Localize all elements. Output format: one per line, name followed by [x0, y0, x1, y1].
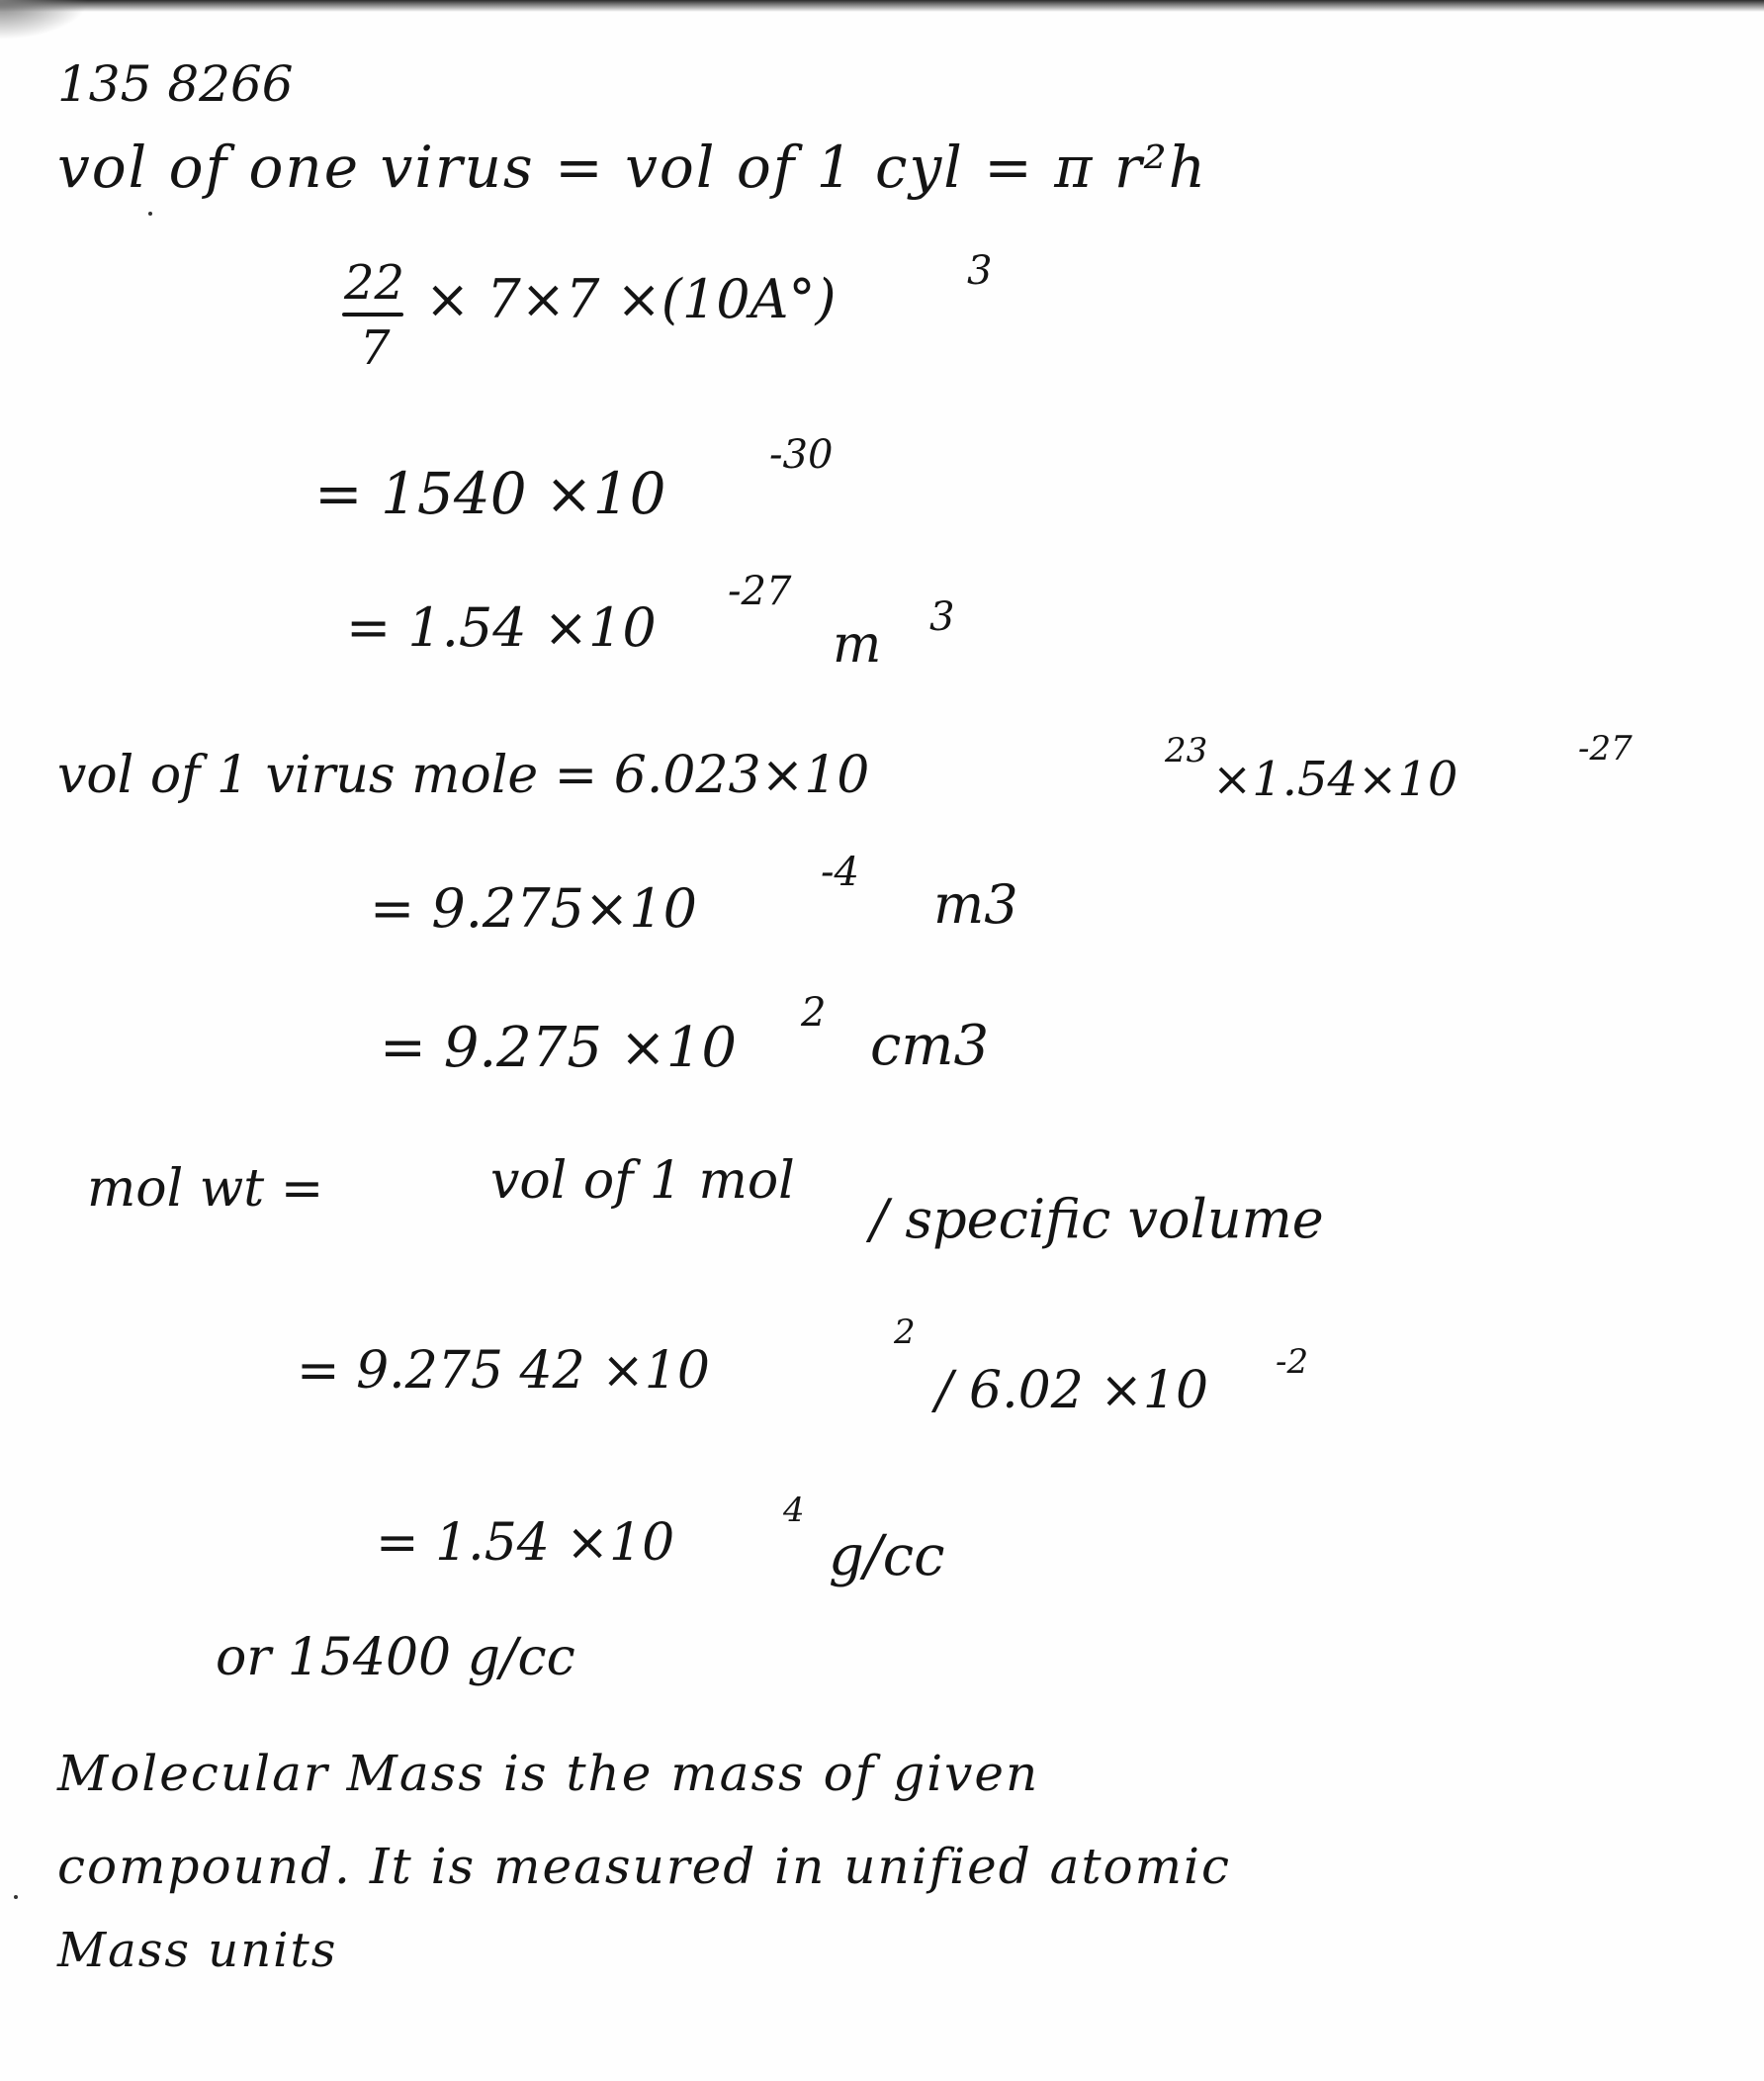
line-eq1: = 1540 ×10 — [314, 460, 666, 527]
vol-mole-exponent-2: -27 — [1578, 729, 1632, 769]
eq2-unit-exponent: 3 — [929, 594, 955, 640]
eq3-exponent: -4 — [821, 850, 859, 895]
line-eq5: = 9.275 42 ×10 — [297, 1341, 710, 1401]
scan-edge-shadow — [0, 0, 1764, 12]
eq4-exponent: 2 — [801, 990, 827, 1036]
vol-mole-mid: ×1.54×10 — [1212, 752, 1458, 807]
eq5-exponent: 2 — [894, 1312, 916, 1352]
eq4-unit: cm3 — [870, 1014, 990, 1078]
line-eq2: = 1.54 ×10 — [346, 596, 657, 659]
question-id: 135 8266 — [57, 55, 294, 113]
scan-speck — [14, 1895, 18, 1899]
eq2-exponent: -27 — [728, 569, 792, 614]
definition-line-3: Mass units — [57, 1923, 338, 1978]
eq2-unit: m — [833, 615, 882, 675]
eq5-denominator: / 6.02 ×10 — [935, 1361, 1209, 1420]
line-eq7: or 15400 g/cc — [216, 1628, 575, 1687]
eq6-exponent: 4 — [783, 1491, 805, 1530]
scan-corner-shadow — [0, 0, 89, 40]
fraction-denominator: 7 — [360, 320, 391, 376]
scan-speck — [148, 212, 152, 216]
line-eq3: = 9.275×10 — [370, 877, 697, 940]
line-vol-one-virus: vol of one virus = vol of 1 cyl = π r²h — [57, 134, 1208, 201]
fraction-numerator: 22 — [344, 255, 405, 311]
eq3-unit: m3 — [933, 873, 1018, 936]
line-eq6: = 1.54 ×10 — [376, 1513, 675, 1573]
line-vol-mole: vol of 1 virus mole = 6.023×10 — [57, 746, 870, 805]
eq6-unit: g/cc — [829, 1524, 945, 1588]
calc-exponent: 3 — [967, 248, 993, 294]
fraction-bar — [342, 313, 403, 317]
line-mol-wt-label: mol wt = — [87, 1159, 324, 1219]
eq1-exponent: -30 — [769, 432, 834, 478]
definition-line-1: Molecular Mass is the mass of given — [57, 1745, 1040, 1802]
definition-line-2: compound. It is measured in unified atomic — [57, 1838, 1232, 1895]
line-calc-mult: × 7×7 ×(10A°) — [425, 268, 837, 330]
mol-wt-rhs: vol of 1 mol — [490, 1151, 795, 1211]
mol-wt-rhs-specific-volume: / specific volume — [870, 1188, 1324, 1250]
eq5-denominator-exponent: -2 — [1276, 1342, 1309, 1382]
line-eq4: = 9.275 ×10 — [380, 1016, 738, 1080]
vol-mole-exponent-1: 23 — [1165, 731, 1208, 770]
